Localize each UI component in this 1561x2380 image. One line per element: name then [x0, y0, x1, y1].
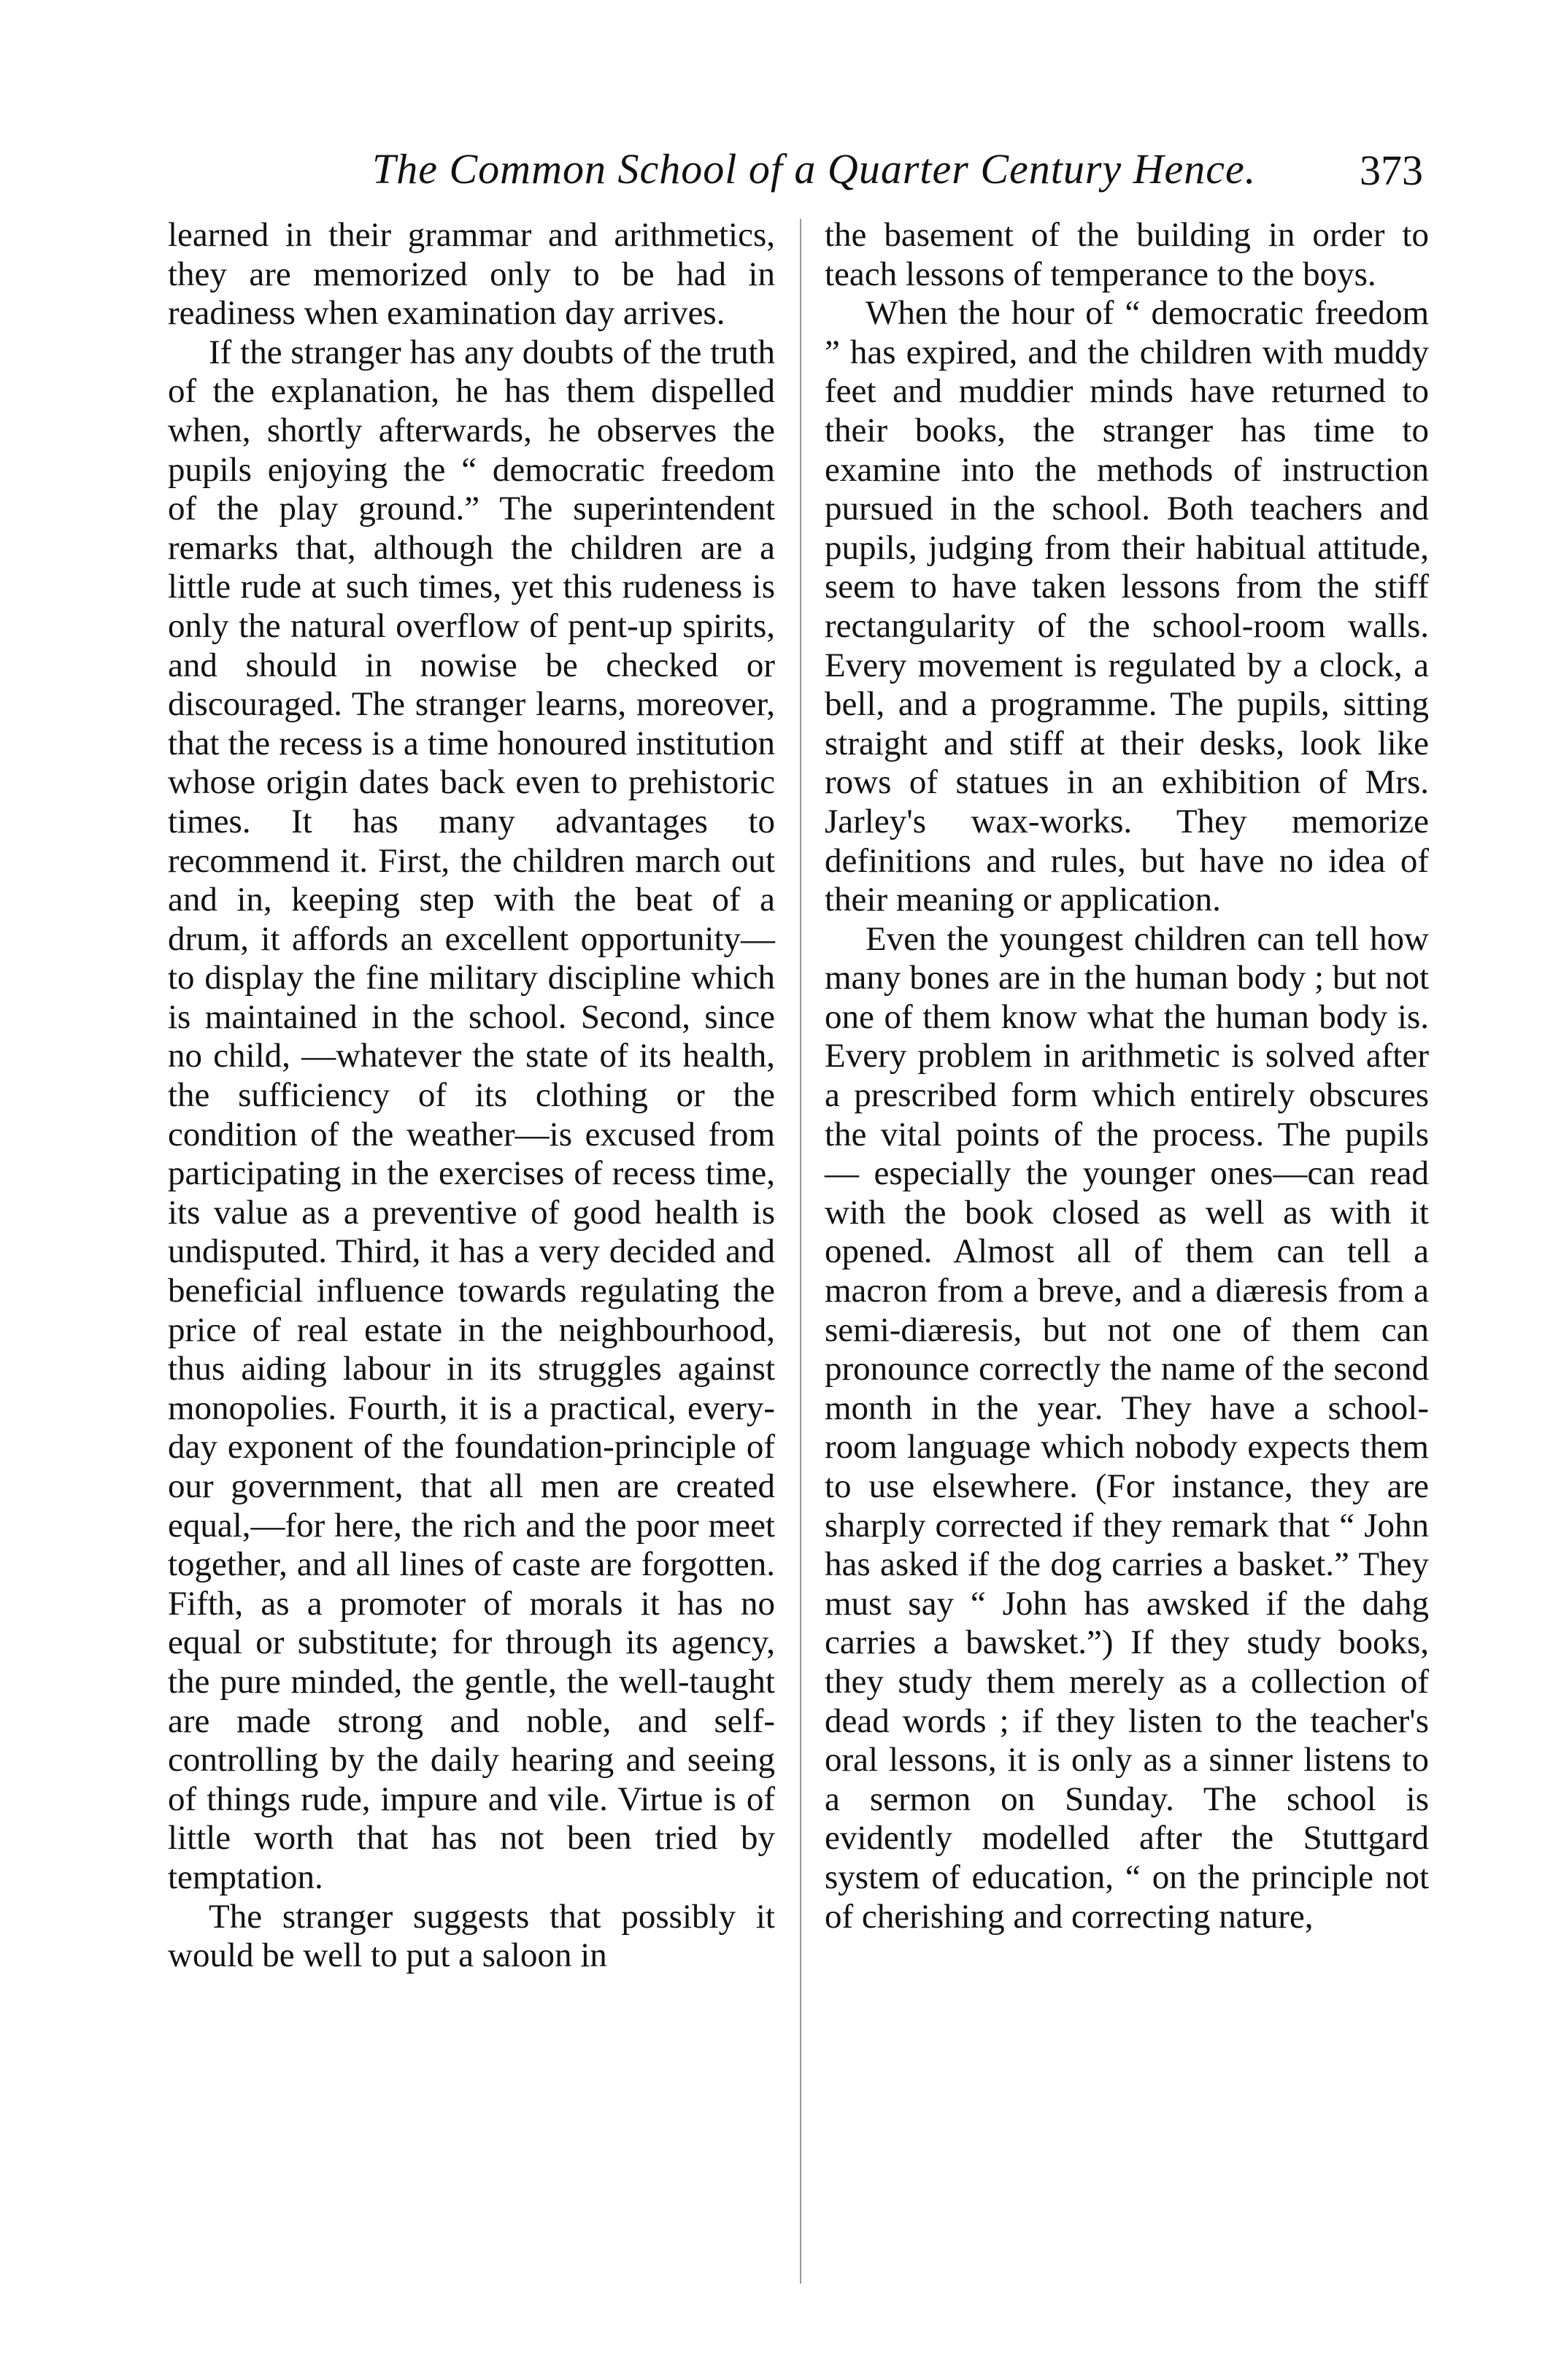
- left-paragraph-stranger-doubts: If the stranger has any doubts of the truth of the explanation, he has them dispelled when, shortly afterwards, he observes the pupils enjoying the “ democratic freedom of the play ground.” The superintendent remarks that, although the children are a little rude at such times, yet this rudeness is only the natural overflow of pent-up spirits, and should in nowise be checked or discouraged. The stranger learns, moreover, that the recess is a time honoured institution whose origin dates back even to prehistoric times. It has many advantages to recommend it. First, the children march out and in, keeping step with the beat of a drum, it affords an excellent opportunity—to display the fine military discipline which is maintained in the school. Second, since no child, —whatever the state of its health, the sufficiency of its clothing or the condition of the weather—is excused from participating in the exercises of recess time, its value as a preventive of good health is undisputed. Third, it has a very decided and beneficial influence towards regulating the price of real estate in the neighbourhood, thus aiding labour in its struggles against monopolies. Fourth, it is a practical, every-day exponent of the foundation-principle of our government, that all men are created equal,—for here, the rich and the poor meet together, and all lines of caste are forgotten. Fifth, as a promoter of morals it has no equal or substitute; for through its agency, the pure minded, the gentle, the well-taught are made strong and noble, and self-controlling by the daily hearing and seeing of things rude, impure and vile. Virtue is of little worth that has not been tried by temptation.: [168, 333, 775, 1896]
- left-column: [168, 216, 775, 1976]
- left-paragraph-continued: learned in their grammar and arithmetics, they are memorized only to be had in readiness when examination day arrives.: [168, 216, 775, 333]
- left-paragraph-saloon: The stranger suggests that possibly it would be well to put a saloon in: [168, 1897, 775, 1975]
- page-number: 373: [1360, 147, 1423, 194]
- running-title: The Common School of a Quarter Century Hence.: [372, 145, 1257, 193]
- right-paragraph-democratic-freedom: When the hour of “ democratic freedom ” has expired, and the children with muddy feet and muddier minds have returned to their books, the stranger has time to examine into the methods of instruction pursued in the school. Both teachers and pupils, judging from their habitual attitude, seem to have taken lessons from the stiff rectangularity of the school-room walls. Every movement is regulated by a clock, a bell, and a programme. The pupils, sitting straight and stiff at their desks, look like rows of statues in an exhibition of Mrs. Jarley's wax-works. They memorize definitions and rules, but have no idea of their meaning or application.: [825, 294, 1429, 919]
- right-paragraph-continued: the basement of the building in order to teach lessons of temperance to the boys.: [825, 216, 1429, 293]
- right-column: [825, 216, 1429, 1936]
- column-divider: [800, 219, 801, 2284]
- right-paragraph-youngest-children: Even the youngest children can tell how many bones are in the human body ; but not one of them know what the human body is. Every problem in arithmetic is solved after a prescribed form which entirely obscures the vital points of the process. The pupils — especially the younger ones—can read with the book closed as well as with it opened. Almost all of them can tell a macron from a breve, and a diæresis from a semi-diæresis, but not one of them can pronounce correctly the name of the second month in the year. They have a school-room language which nobody expects them to use elsewhere. (For instance, they are sharply corrected if they remark that “ John has asked if the dog carries a basket.” They must say “ John has awsked if the dahg carries a bawsket.”) If they study books, they study them merely as a collection of dead words ; if they listen to the teacher's oral lessons, it is only as a sinner listens to a sermon on Sunday. The school is evidently modelled after the Stuttgard system of education, “ on the principle not of cherishing and correcting nature,: [825, 919, 1429, 1936]
- running-head: [168, 144, 1423, 203]
